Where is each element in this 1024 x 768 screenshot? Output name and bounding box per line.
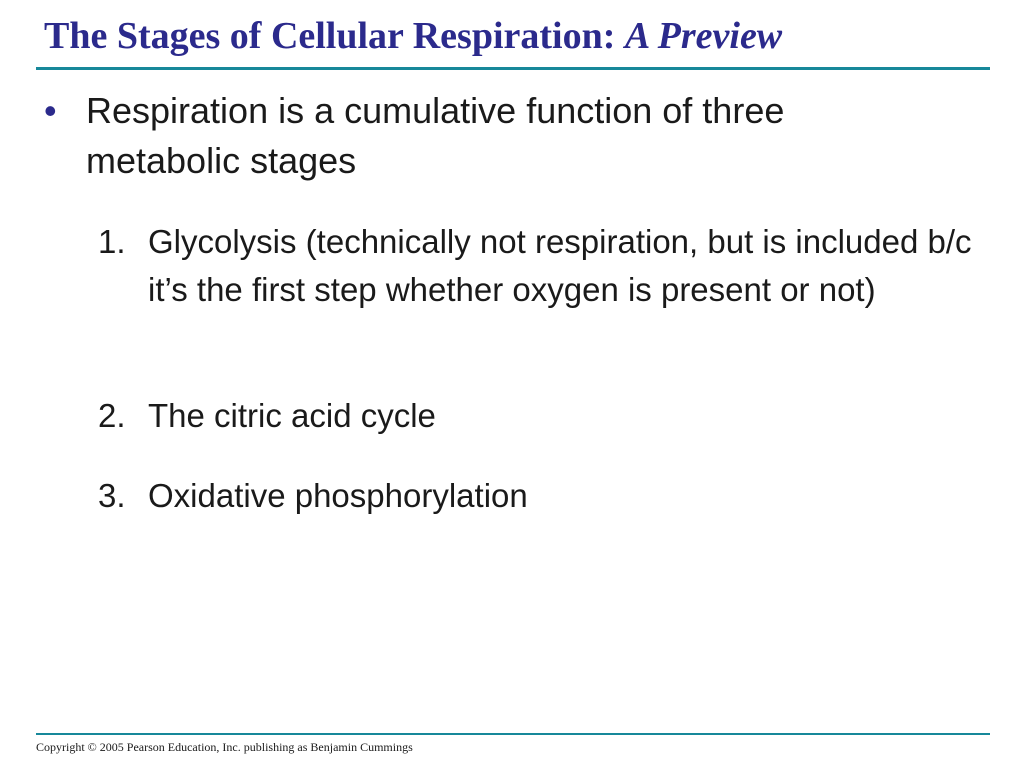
title-divider	[36, 67, 990, 70]
stage-text: The citric acid cycle	[148, 397, 436, 434]
stage-number: 1.	[98, 223, 126, 260]
slide-title	[44, 10, 782, 62]
stage-text: Glycolysis (technically not respiration, but is included b/c it’s the first step whether oxygen is present or not)	[148, 223, 972, 308]
copyright-footer: Copyright © 2005 Pearson Education, Inc. publishing as Benjamin Cummings	[36, 740, 413, 754]
stage-number: 3.	[98, 477, 126, 514]
bullet-icon: •	[44, 90, 57, 131]
footer-divider	[36, 733, 990, 735]
stage-text: Oxidative phosphorylation	[148, 477, 528, 514]
main-bullet-text: Respiration is a cumulative function of three metabolic stages	[86, 90, 785, 181]
stage-number: 2.	[98, 397, 126, 434]
slide-title-main: The Stages of Cellular Respiration:	[44, 15, 625, 57]
slide-title-italic: A Preview	[624, 15, 783, 57]
